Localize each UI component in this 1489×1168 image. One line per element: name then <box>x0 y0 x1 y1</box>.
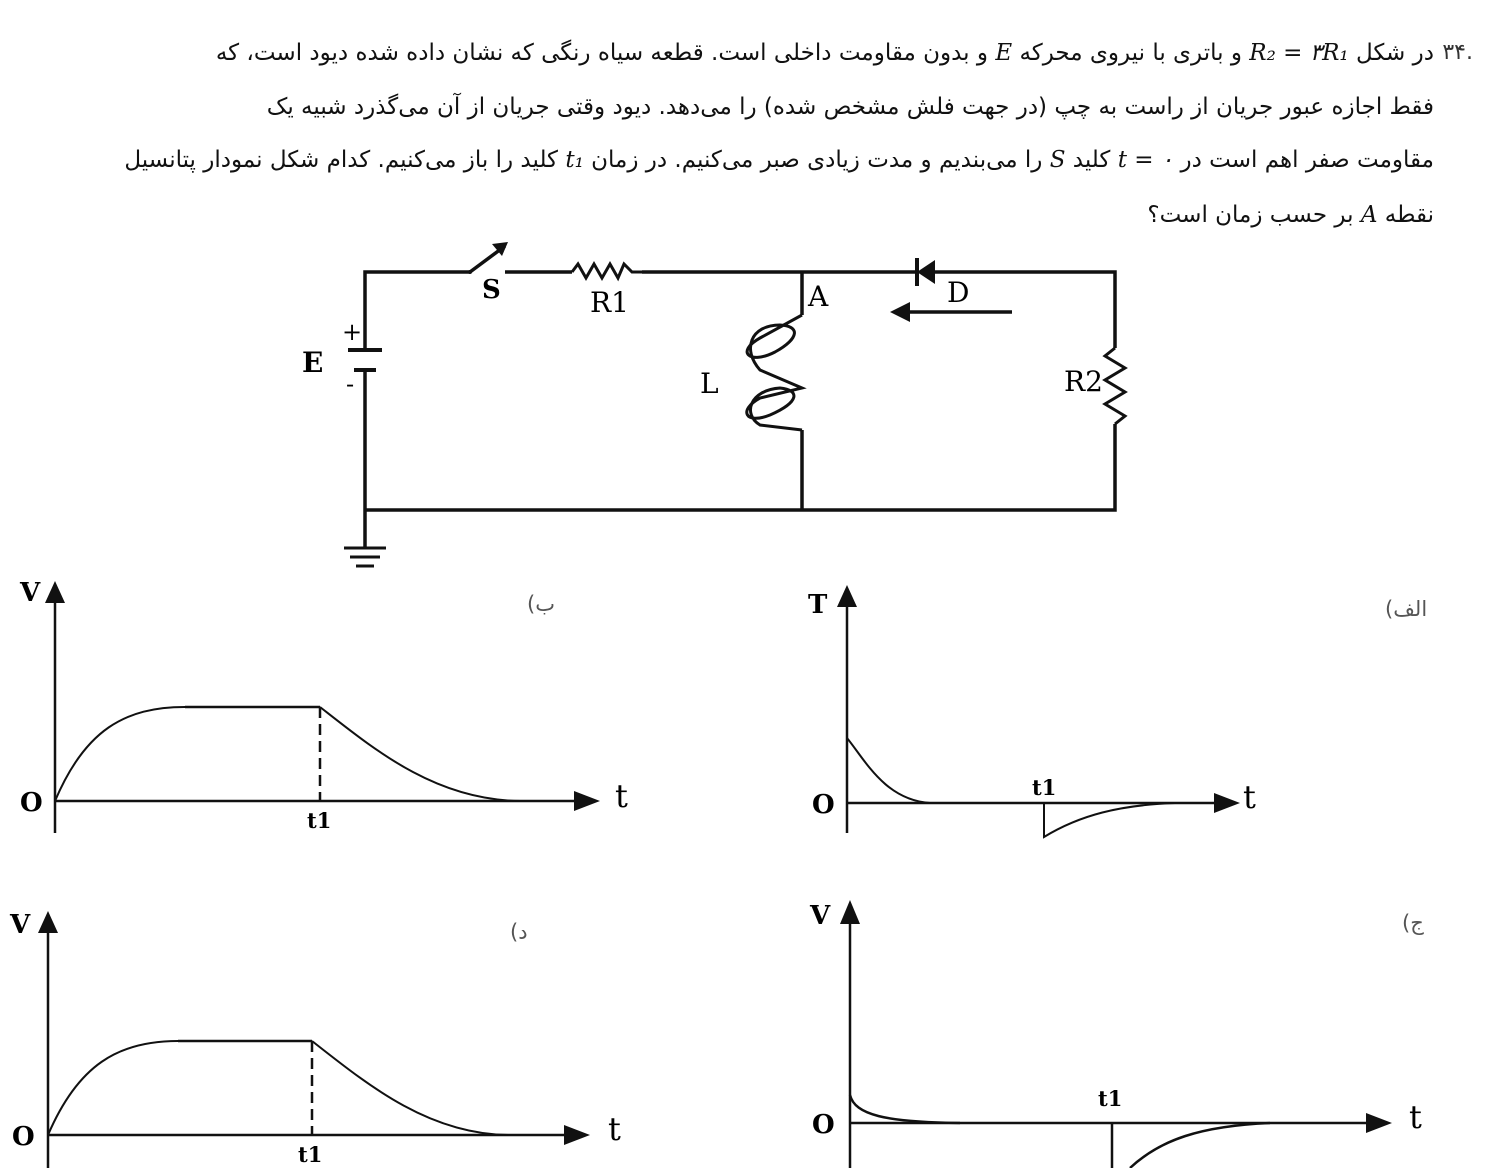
option-b-plot <box>15 575 640 840</box>
t-axis-label: t <box>1243 778 1256 816</box>
diode-label: D <box>947 276 970 309</box>
battery-plus: + <box>342 318 363 346</box>
origin-label: O <box>812 790 835 820</box>
question-line-1 <box>216 38 1434 68</box>
y-axis-arrow-icon <box>38 911 58 933</box>
origin-label: O <box>12 1122 35 1152</box>
r2-label: R2 <box>1064 365 1103 398</box>
curve-decay-positive <box>847 738 930 803</box>
circuit-diagram <box>280 230 1160 575</box>
wire-r2-bottom <box>365 424 1115 510</box>
question-line-2: فقط اجازه عبور جریان از راست به چپ (در جهت فلش مشخص شده) را می‌دهد. دیود وقتی جریان از آن می‌گذرد شبیه یک <box>266 94 1434 120</box>
resistor-r2 <box>1105 348 1125 424</box>
t1-label: t1 <box>307 808 332 833</box>
battery-label: E <box>302 346 324 379</box>
resistor-r1 <box>572 264 642 278</box>
curve-drop-negative <box>1044 803 1175 837</box>
node-a-label: A <box>808 280 829 313</box>
math-e: E <box>995 40 1013 66</box>
text-fragment: در شکل <box>1355 40 1434 66</box>
curve-decay-positive <box>850 1095 960 1123</box>
t1-label: t1 <box>1032 775 1057 800</box>
math-r2-eq-3r1: R₂ = ۳R₁ <box>1249 40 1349 66</box>
option-d-plot <box>8 905 633 1168</box>
t-axis-label: t <box>1409 1098 1422 1136</box>
y-axis-label: V <box>810 901 831 931</box>
switch-pivot <box>468 270 472 274</box>
inductor-label: L <box>700 367 719 400</box>
y-axis-label: T <box>808 590 828 620</box>
math-a: A <box>1360 202 1378 228</box>
question-line-4 <box>1147 200 1434 230</box>
question-block <box>0 0 1489 240</box>
option-c-plot <box>800 890 1440 1168</box>
curve-decay <box>312 1041 508 1135</box>
text-fragment: بر حسب زمان است؟ <box>1147 202 1354 228</box>
math-s: S <box>1049 147 1066 173</box>
option-c-label[interactable]: ج) <box>1402 911 1424 935</box>
text-fragment: و بدون مقاومت داخلی است. قطعه سیاه رنگی که نشان داده شده دیود است، که <box>215 40 989 66</box>
y-axis-arrow-icon <box>45 581 65 603</box>
y-axis-label: V <box>20 578 41 608</box>
curve-decay <box>320 707 520 801</box>
text-fragment: مقاومت صفر اهم است در <box>1180 147 1434 173</box>
wire-left-top <box>365 272 470 350</box>
switch-label: S <box>482 275 501 305</box>
math-t-eq-0: t = ۰ <box>1117 147 1174 173</box>
math-t1: t₁ <box>565 147 584 173</box>
option-a-plot <box>800 575 1270 850</box>
t-axis-label: t <box>615 777 628 815</box>
option-d-label[interactable]: د) <box>510 920 528 944</box>
origin-label: O <box>20 788 43 818</box>
text-fragment: کلید را باز می‌کنیم. کدام شکل نمودار پتانسیل <box>124 147 559 173</box>
curve-rise <box>48 1041 178 1135</box>
current-arrow-icon <box>890 302 910 322</box>
origin-label: O <box>812 1110 835 1140</box>
r1-label: R1 <box>590 286 629 319</box>
text-fragment: کلید <box>1072 147 1111 173</box>
option-a-label[interactable]: الف) <box>1385 597 1428 621</box>
y-axis-label: V <box>10 910 31 940</box>
curve-rise <box>55 707 185 801</box>
text-fragment: و باتری با نیروی محرکه <box>1019 40 1242 66</box>
inductor-l <box>747 315 802 430</box>
x-axis-arrow-icon <box>574 791 600 811</box>
curve-negative <box>1130 1123 1270 1168</box>
t-axis-label: t <box>608 1110 621 1148</box>
x-axis-arrow-icon <box>564 1125 590 1145</box>
question-number: ۳۴. <box>1442 40 1473 65</box>
t1-label: t1 <box>1098 1086 1123 1111</box>
text-fragment: نقطه <box>1384 202 1434 228</box>
x-axis-arrow-icon <box>1366 1113 1392 1133</box>
t1-label: t1 <box>298 1142 323 1167</box>
text-fragment: را می‌بندیم و مدت زیادی صبر می‌کنیم. در زمان <box>591 147 1043 173</box>
battery-minus: - <box>346 370 355 398</box>
question-line-3 <box>124 145 1434 175</box>
diode-icon <box>917 260 935 284</box>
y-axis-arrow-icon <box>837 585 857 607</box>
option-b-label[interactable]: ب) <box>527 592 555 616</box>
y-axis-arrow-icon <box>840 900 860 924</box>
x-axis-arrow-icon <box>1214 793 1240 813</box>
